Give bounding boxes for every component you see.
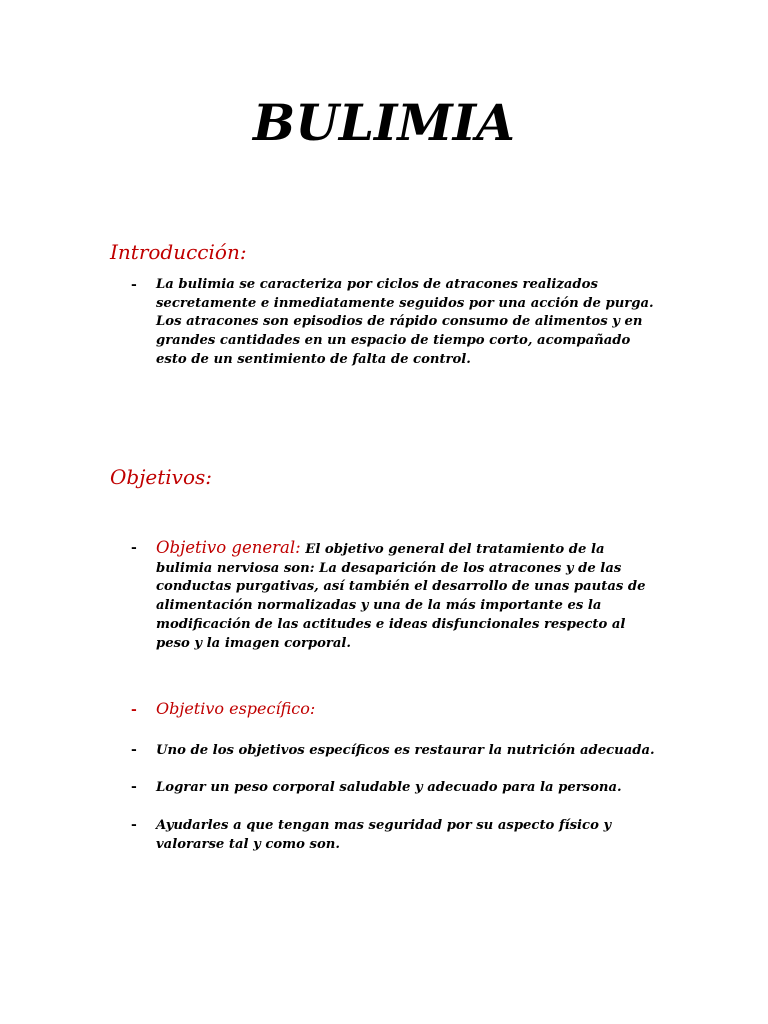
- document-title: BULIMIA: [253, 93, 515, 152]
- especifico-item-1-bullet: -: [131, 742, 137, 758]
- objetivo-especifico-label: Objetivo específico:: [156, 699, 316, 718]
- especifico-item-2: Lograr un peso corporal saludable y adecuado para la persona.: [156, 780, 622, 795]
- especifico-item-3-bullet: -: [131, 817, 137, 833]
- objetivo-general-label: Objetivo general:: [156, 538, 301, 557]
- introduccion-heading: Introducción:: [110, 240, 247, 264]
- objetivo-general-paragraph: [156, 539, 661, 653]
- especifico-item-1: Uno de los objetivos específicos es restaurar la nutrición adecuada.: [156, 743, 655, 758]
- objetivo-general-text: El objetivo general del tratamiento de la bulimia nerviosa son: La desaparición de los atracones y de las conductas purgativas, así también el desarrollo de unas pautas de alimentación normalizadas y una de la más importante es la modificación de las actitudes e ideas disfuncionales respecto al peso y la imagen corporal.: [156, 542, 646, 651]
- objetivos-heading: Objetivos:: [110, 465, 213, 489]
- objetivo-general-bullet: -: [131, 540, 137, 556]
- introduccion-bullet: -: [131, 277, 137, 293]
- introduccion-paragraph: La bulimia se caracteriza por ciclos de atracones realizados secretamente e inmediatamente seguidos por una acción de purga. Los atracones son episodios de rápido consumo de alimentos y en grandes cantidades en un espacio de tiempo corto, acompañado esto de un sentimiento de falta de control.: [156, 277, 654, 367]
- objetivo-especifico-bullet: -: [131, 702, 137, 718]
- especifico-item-2-bullet: -: [131, 779, 137, 795]
- especifico-item-3: Ayudarles a que tengan mas seguridad por su aspecto físico y valorarse tal y como son.: [156, 818, 612, 852]
